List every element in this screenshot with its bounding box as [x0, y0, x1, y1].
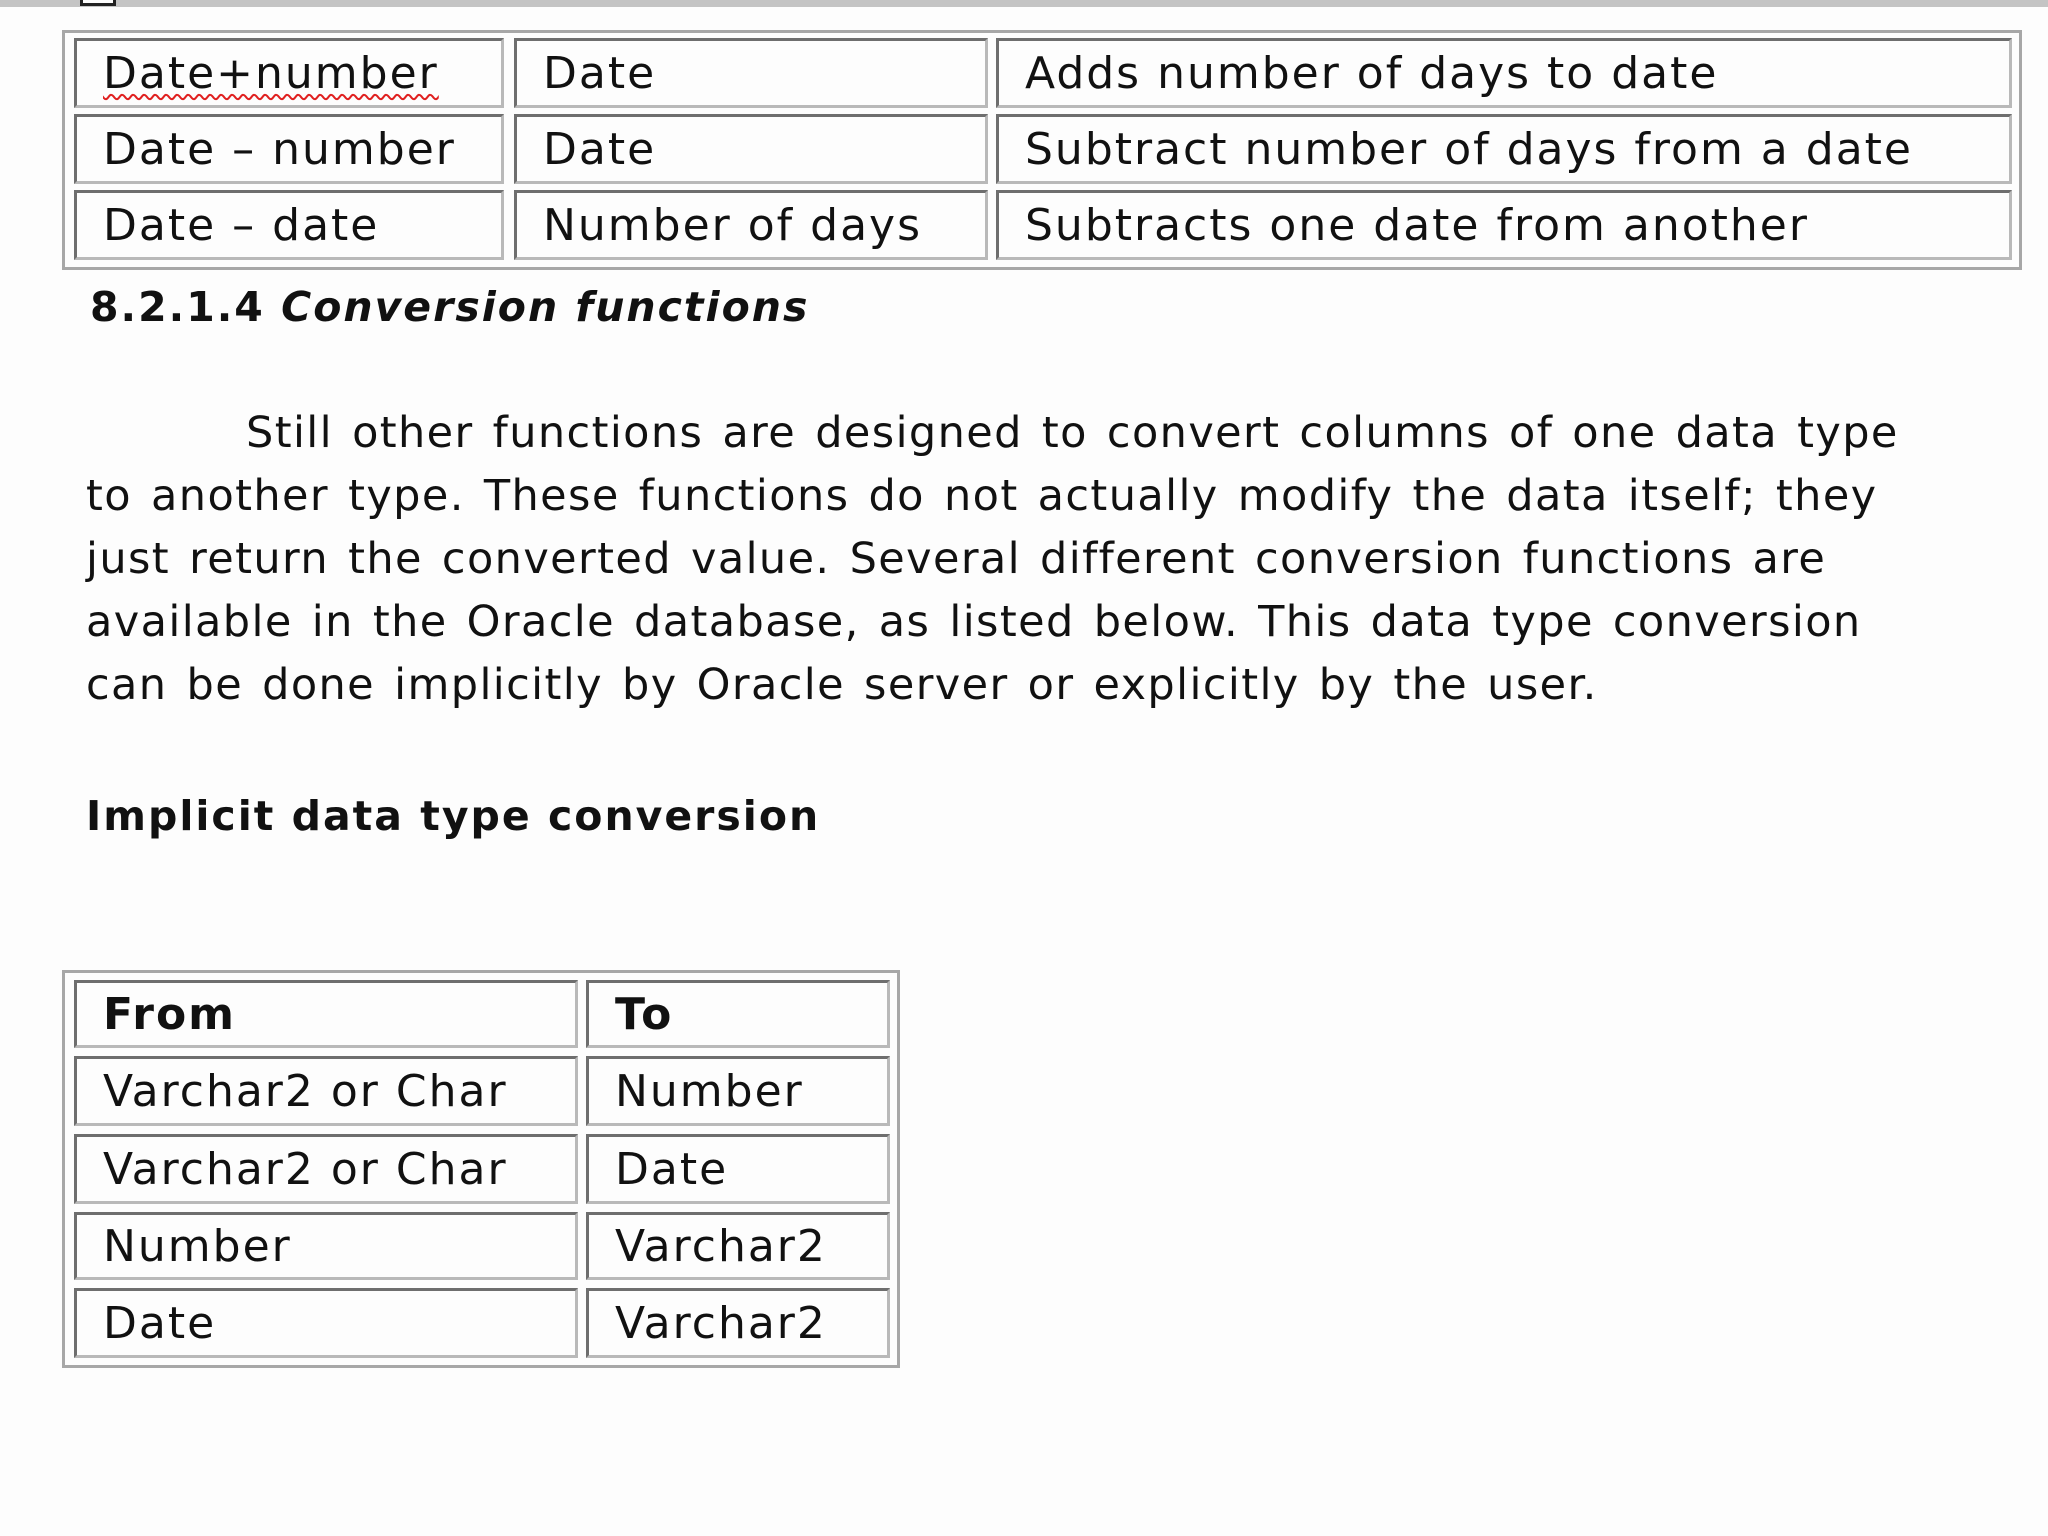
body-paragraph — [86, 402, 2006, 717]
cell-text: Date – date — [103, 199, 380, 251]
cell-text: Number — [615, 1065, 804, 1117]
table-cell — [586, 1134, 890, 1204]
cell-text: Varchar2 — [615, 1297, 827, 1349]
table-cell — [74, 1056, 578, 1126]
cell-text: Date+number — [103, 47, 439, 99]
cell-text: Number of days — [543, 199, 922, 251]
cell-text: Date — [615, 1143, 729, 1195]
table-cell — [74, 1212, 578, 1280]
cell-text: Date — [543, 123, 657, 175]
paragraph-line: to another type. These functions do not actually modify the data itself; they — [86, 471, 1878, 521]
table-cell — [74, 114, 504, 184]
section-heading — [90, 283, 809, 331]
table-header-cell — [586, 980, 890, 1048]
top-divider — [0, 0, 2048, 7]
table-cell — [514, 114, 988, 184]
cell-text: Number — [103, 1220, 292, 1272]
table-header-cell — [74, 980, 578, 1048]
paragraph-line: available in the Oracle database, as listed below. This data type conversion — [86, 597, 1862, 647]
table-cell — [586, 1212, 890, 1280]
header-text: To — [615, 988, 674, 1040]
table-cell — [74, 1288, 578, 1358]
table-cell — [74, 1134, 578, 1204]
subheading: Implicit data type conversion — [86, 792, 821, 840]
cell-text: Date — [543, 47, 657, 99]
paragraph-line: Still other functions are designed to convert columns of one data type — [246, 408, 1899, 458]
cell-text: Date — [103, 1297, 217, 1349]
cell-text: Subtracts one date from another — [1025, 199, 1809, 251]
table-cell — [996, 190, 2012, 260]
table-cell — [514, 190, 988, 260]
table-cell — [996, 38, 2012, 108]
table-cell — [514, 38, 988, 108]
section-number: 8.2.1.4 — [90, 283, 265, 331]
cell-text: Varchar2 — [615, 1220, 827, 1272]
cell-text: Varchar2 or Char — [103, 1065, 508, 1117]
paragraph-line: can be done implicitly by Oracle server or explicitly by the user. — [86, 660, 1598, 710]
table-move-handle[interactable] — [80, 0, 116, 6]
table-cell — [74, 38, 504, 108]
paragraph-line: just return the converted value. Several different conversion functions are — [86, 534, 1827, 584]
header-text: From — [103, 988, 237, 1040]
section-title: Conversion functions — [281, 283, 810, 331]
table-cell — [996, 114, 2012, 184]
cell-text: Subtract number of days from a date — [1025, 123, 1913, 175]
table-cell — [74, 190, 504, 260]
table-cell — [586, 1288, 890, 1358]
cell-text: Date – number — [103, 123, 456, 175]
table-cell — [586, 1056, 890, 1126]
cell-text: Varchar2 or Char — [103, 1143, 508, 1195]
cell-text: Adds number of days to date — [1025, 47, 1719, 99]
